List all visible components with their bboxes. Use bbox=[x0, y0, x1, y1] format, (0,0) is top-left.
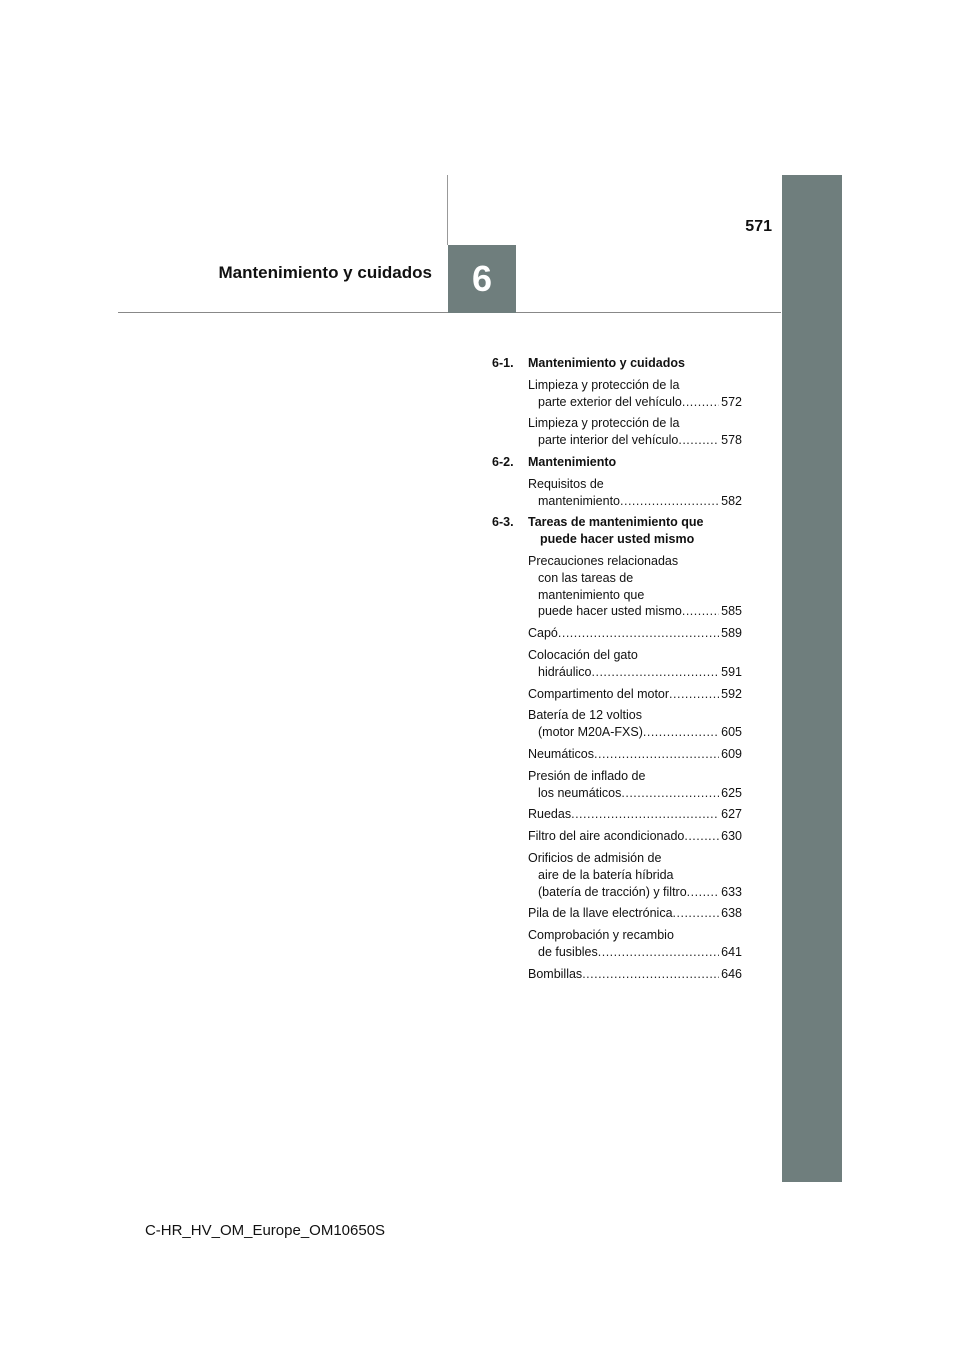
chapter-tab-sidebar bbox=[782, 175, 842, 1182]
toc-entry[interactable] bbox=[528, 746, 742, 763]
toc-section-heading bbox=[492, 514, 742, 548]
entry-text-line: Batería de 12 voltios bbox=[528, 708, 642, 723]
entry-text-line: puede hacer usted mismo bbox=[538, 604, 682, 619]
toc-entry[interactable] bbox=[528, 966, 742, 983]
entry-page-number: 627 bbox=[721, 807, 742, 822]
chapter-title: Mantenimiento y cuidados bbox=[218, 263, 432, 282]
entry-last-line bbox=[528, 432, 742, 449]
entry-text-line: Capó bbox=[528, 626, 558, 641]
entry-last-line bbox=[528, 625, 742, 642]
entry-last-line bbox=[528, 603, 742, 620]
chapter-number-box bbox=[448, 245, 516, 313]
entry-text-line: Filtro del aire acondicionado bbox=[528, 829, 685, 844]
dot-leader bbox=[592, 664, 720, 681]
dot-leader bbox=[571, 806, 719, 823]
entry-last-line bbox=[528, 724, 742, 741]
entry-text-line: mantenimiento que bbox=[538, 587, 645, 602]
entry-page-number: 646 bbox=[721, 966, 742, 981]
entry-text-line: hidráulico bbox=[538, 664, 592, 679]
dot-leader bbox=[669, 686, 719, 703]
toc-entry[interactable] bbox=[528, 415, 742, 449]
section-title-line: puede hacer usted mismo bbox=[540, 532, 695, 547]
entry-page-number: 578 bbox=[721, 433, 742, 448]
entry-page-number: 609 bbox=[721, 746, 742, 761]
entry-page-number: 638 bbox=[721, 906, 742, 921]
dot-leader bbox=[682, 394, 719, 411]
dot-leader bbox=[684, 828, 719, 845]
dot-leader bbox=[643, 724, 719, 741]
dot-leader bbox=[673, 905, 720, 922]
toc-entry[interactable] bbox=[528, 647, 742, 681]
dot-leader bbox=[687, 884, 719, 901]
entry-page-number: 605 bbox=[721, 725, 742, 740]
toc-section-heading bbox=[492, 355, 742, 372]
entry-last-line bbox=[528, 394, 742, 411]
toc-entry[interactable] bbox=[528, 707, 742, 741]
section-title-line: Mantenimiento bbox=[528, 454, 617, 469]
entry-page-number: 625 bbox=[721, 785, 742, 800]
dot-leader bbox=[598, 944, 719, 961]
section-title bbox=[528, 514, 742, 548]
entry-text-line: parte exterior del vehículo bbox=[538, 394, 682, 409]
entry-page-number: 589 bbox=[721, 626, 742, 641]
toc-entry[interactable] bbox=[528, 850, 742, 900]
entry-text-line: mantenimiento bbox=[538, 493, 620, 508]
entry-text-line: Limpieza y protección de la bbox=[528, 416, 680, 431]
entry-text-line: parte interior del vehículo bbox=[538, 433, 679, 448]
toc-entry[interactable] bbox=[528, 476, 742, 510]
toc-entry[interactable] bbox=[528, 806, 742, 823]
entry-last-line bbox=[528, 944, 742, 961]
entry-text-line: Pila de la llave electrónica bbox=[528, 906, 673, 921]
entry-text-line: con las tareas de bbox=[538, 570, 634, 585]
toc-entry[interactable] bbox=[528, 686, 742, 703]
toc-entry[interactable] bbox=[528, 625, 742, 642]
entry-text-line: Limpieza y protección de la bbox=[528, 377, 680, 392]
dot-leader bbox=[558, 625, 719, 642]
toc-entry[interactable] bbox=[528, 553, 742, 620]
chapter-number: 6 bbox=[471, 258, 493, 299]
dot-leader bbox=[678, 432, 719, 449]
section-title-line: Mantenimiento y cuidados bbox=[528, 356, 685, 370]
section-title bbox=[528, 454, 742, 471]
entry-last-line bbox=[528, 806, 742, 823]
entry-last-line bbox=[528, 884, 742, 901]
entry-page-number: 591 bbox=[721, 664, 742, 679]
entry-text-line: de fusibles bbox=[538, 944, 598, 959]
entry-last-line bbox=[528, 686, 742, 703]
entry-last-line bbox=[528, 785, 742, 802]
entry-last-line bbox=[528, 905, 742, 922]
entry-text-line: aire de la batería híbrida bbox=[538, 867, 674, 882]
dot-leader bbox=[621, 785, 719, 802]
entry-last-line bbox=[528, 664, 742, 681]
section-title-line: Tareas de mantenimiento que bbox=[528, 515, 704, 530]
entry-page-number: 630 bbox=[721, 829, 742, 844]
entry-text-line: (batería de tracción) y filtro bbox=[538, 884, 687, 899]
section-title bbox=[528, 355, 742, 372]
entry-text-line: Orificios de admisión de bbox=[528, 850, 662, 865]
entry-text-line: Precauciones relacionadas bbox=[528, 553, 679, 568]
toc-section-heading bbox=[492, 454, 742, 471]
section-number: 6-1. bbox=[492, 356, 514, 370]
dot-leader bbox=[620, 493, 719, 510]
toc-entry[interactable] bbox=[528, 905, 742, 922]
entry-page-number: 641 bbox=[721, 944, 742, 959]
entry-text-line: Requisitos de bbox=[528, 476, 604, 491]
entry-text-line: (motor M20A-FXS) bbox=[538, 725, 643, 740]
toc-entry[interactable] bbox=[528, 377, 742, 411]
entry-text-line: Colocación del gato bbox=[528, 647, 638, 662]
toc-entry[interactable] bbox=[528, 768, 742, 802]
entry-last-line bbox=[528, 828, 742, 845]
section-number: 6-2. bbox=[492, 454, 514, 469]
entry-text-line: Comprobación y recambio bbox=[528, 928, 674, 943]
entry-text-line: Neumáticos bbox=[528, 746, 594, 761]
entry-page-number: 582 bbox=[721, 493, 742, 508]
toc-entry[interactable] bbox=[528, 927, 742, 961]
entry-text-line: Bombillas bbox=[528, 966, 583, 981]
entry-text-line: Ruedas bbox=[528, 807, 572, 822]
toc-entry[interactable] bbox=[528, 828, 742, 845]
header-divider-vertical bbox=[447, 175, 448, 245]
entry-text-line: los neumáticos bbox=[538, 785, 622, 800]
page-number: 571 bbox=[745, 218, 772, 235]
entry-text-line: Compartimento del motor bbox=[528, 686, 670, 701]
dot-leader bbox=[682, 603, 719, 620]
entry-last-line bbox=[528, 493, 742, 510]
section-number: 6-3. bbox=[492, 515, 514, 530]
entry-last-line bbox=[528, 966, 742, 983]
entry-page-number: 592 bbox=[721, 686, 742, 701]
dot-leader bbox=[594, 746, 719, 763]
entry-page-number: 585 bbox=[721, 604, 742, 619]
entry-text-line: Presión de inflado de bbox=[528, 768, 646, 783]
dot-leader bbox=[582, 966, 719, 983]
entry-page-number: 633 bbox=[721, 884, 742, 899]
entry-page-number: 572 bbox=[721, 394, 742, 409]
table-of-contents bbox=[492, 355, 742, 983]
document-code: C-HR_HV_OM_Europe_OM10650S bbox=[144, 1222, 386, 1239]
entry-last-line bbox=[528, 746, 742, 763]
